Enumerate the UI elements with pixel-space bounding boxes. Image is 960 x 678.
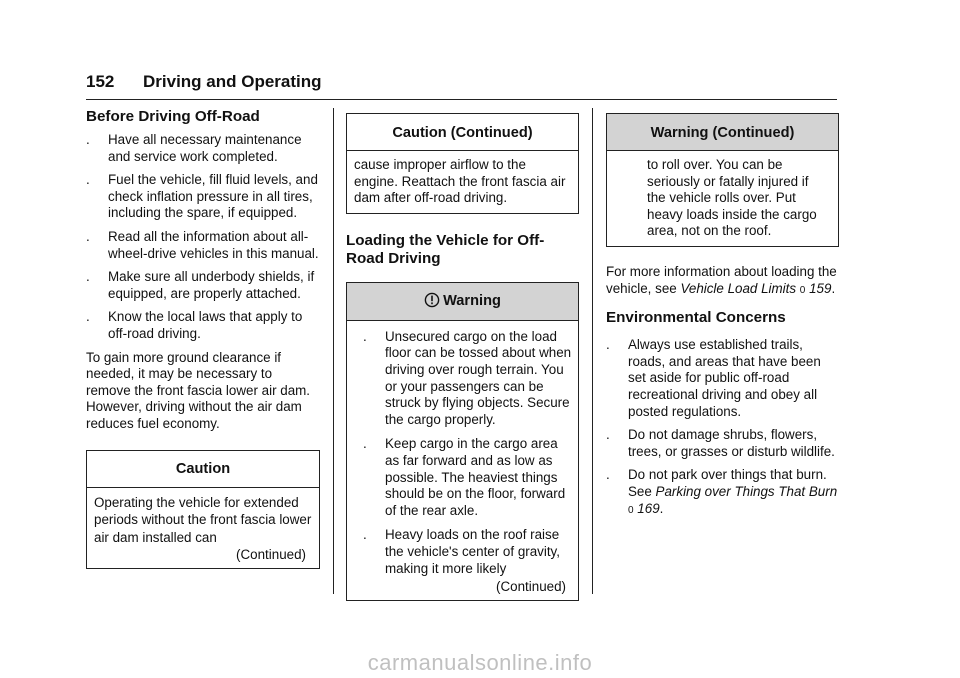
column-divider — [333, 108, 334, 594]
heading-before-driving: Before Driving Off-Road — [86, 108, 260, 125]
caution-continued-title: Caution (Continued) — [347, 114, 578, 151]
page-reference[interactable]: 159 — [809, 280, 832, 296]
list-item-text: Keep cargo in the cargo area as far forward and as low as possible. The heaviest things should be on the floor, forward of the rear axle. — [385, 436, 566, 518]
continued-label: (Continued) — [236, 547, 306, 562]
page-number: 152 — [86, 72, 115, 91]
page-reference[interactable]: 169 — [637, 500, 660, 516]
bullet-icon: . — [86, 269, 90, 285]
caution-continued-box — [346, 113, 579, 214]
bullet-icon: . — [86, 228, 90, 244]
column-2 — [346, 108, 579, 601]
bullet-icon: . — [363, 328, 367, 344]
caution-text: Operating the vehicle for extended periods without the front fascia lower air dam installed can — [94, 494, 312, 545]
list-item-text: Unsecured cargo on the load floor can be tossed about when driving over rough terrain. You or your passengers can be struck by flying objects. Secure the cargo properly. — [385, 328, 572, 427]
list-item-text: Make sure all underbody shields, if equipped, are properly attached. — [108, 269, 315, 301]
warning-title-row — [347, 283, 578, 321]
column-divider — [592, 108, 593, 594]
warning-continued-box — [606, 113, 839, 247]
warning-body — [347, 321, 578, 600]
cross-reference-link[interactable]: Vehicle Load Limits — [680, 280, 797, 296]
warning-continued-title: Warning (Continued) — [607, 114, 838, 151]
column-3 — [606, 108, 839, 526]
list-item — [86, 269, 320, 302]
bullet-icon: . — [86, 309, 90, 325]
page-reference-icon: 0 — [799, 284, 806, 296]
list-item — [86, 229, 320, 262]
cross-reference-link[interactable]: Parking over Things That Burn — [655, 483, 838, 499]
section-title: Driving and Operating — [143, 72, 322, 91]
list-item — [363, 436, 572, 519]
list-item-text: Know the local laws that apply to off-road driving. — [108, 309, 303, 341]
list-item: . Do not park over things that burn. See Parking over Things That Burn 0 169. — [606, 467, 838, 516]
bullet-icon: . — [86, 172, 90, 188]
list-item — [606, 427, 839, 460]
watermark: carmanualsonline.info — [367, 650, 593, 675]
list-item — [363, 329, 572, 429]
list-item — [86, 309, 320, 342]
bullet-icon: . — [606, 467, 610, 483]
bullet-icon: . — [86, 132, 90, 147]
page-header — [86, 70, 837, 100]
bullet-icon: . — [606, 337, 610, 353]
list-item-text: Read all the information about all-wheel-drive vehicles in this manual. — [108, 228, 319, 261]
paragraph-text: For more information about loading the vehicle, see — [606, 263, 837, 296]
list-item — [363, 527, 572, 577]
list-item-text: Have all necessary maintenance and service work completed. — [108, 132, 302, 164]
list-item-text: Always use established trails, roads, and areas that have been set aside for public off-road recreational driving and obey all posted regulations. — [628, 337, 821, 419]
paragraph-air-dam: To gain more ground clearance if needed, it may be necessary to remove the front fascia lower air dam. However, driving without the air dam reduces fuel economy. — [86, 349, 311, 431]
continued-label: (Continued) — [496, 579, 566, 595]
warning-box — [346, 282, 579, 601]
warning-icon — [424, 292, 440, 314]
list-item-text: Do not damage shrubs, flowers, trees, or grasses or disturb wildlife. — [628, 427, 835, 459]
bullet-icon: . — [606, 427, 610, 443]
heading-environmental: Environmental Concerns — [606, 309, 786, 327]
bullet-icon: . — [363, 527, 367, 543]
list-item-text: Heavy loads on the roof raise the vehicle's center of gravity, making it more likely — [385, 527, 560, 576]
caution-box — [86, 450, 320, 569]
paragraph-loading-info: For more information about loading the vehicle, see Vehicle Load Limits 0 159. — [606, 263, 837, 296]
list-item-text: Fuel the vehicle, fill fluid levels, and check inflation pressure in all tires, including the spare, if equipped. — [108, 172, 318, 221]
column-1 — [86, 108, 320, 569]
bullet-icon: . — [363, 436, 367, 452]
caution-body — [87, 487, 319, 568]
caution-title: Caution — [175, 460, 231, 477]
list-item-text: Do not park over things that burn. See — [628, 467, 827, 499]
page-reference-icon: 0 — [628, 504, 634, 516]
heading-loading-vehicle: Loading the Vehicle for Off-Road Driving — [346, 231, 545, 267]
list-item — [86, 172, 320, 222]
list-item — [606, 337, 839, 420]
caution-continued-text: cause improper airflow to the engine. Reattach the front fascia air dam after off-road driving. — [354, 157, 566, 206]
list-item — [86, 132, 320, 165]
warning-title: Warning — [443, 292, 501, 309]
warning-continued-text: to roll over. You can be seriously or fatally injured if the vehicle rolls over. Put heavy loads inside the cargo area, not on the roof. — [647, 157, 817, 239]
